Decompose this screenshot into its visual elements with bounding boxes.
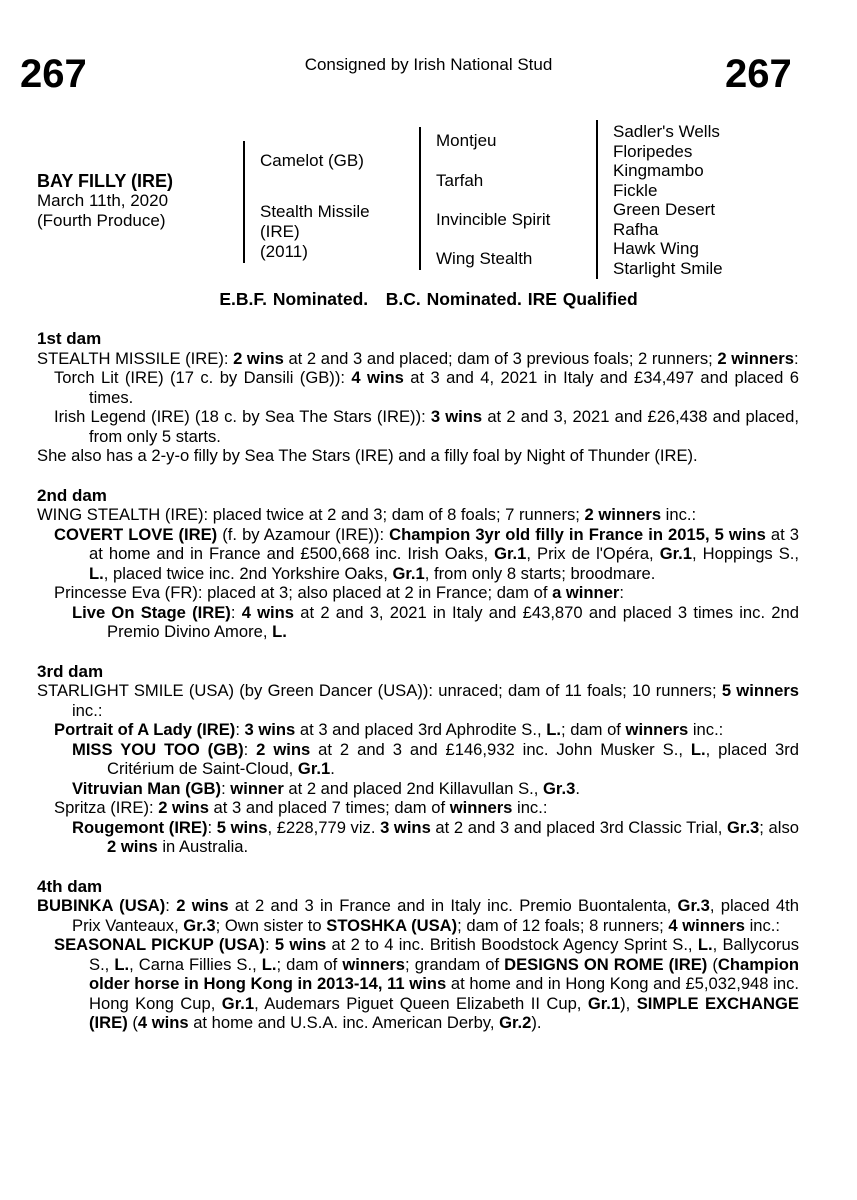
entry-text: : xyxy=(165,896,177,915)
entry-text: : xyxy=(793,348,799,368)
entry-text: ; grandam of xyxy=(405,954,505,974)
section-heading: 3rd dam xyxy=(37,661,104,681)
bold-text: 5 wins xyxy=(216,817,268,837)
bold-text: 2 wins xyxy=(256,739,311,759)
entry-text: Princesse Eva (FR): placed at 3; also placed at 2 in France; dam of xyxy=(54,583,553,602)
great-grandparent-6: Rafha xyxy=(613,219,659,239)
bold-text: Gr.3 xyxy=(727,817,760,837)
bold-text: 2 winners xyxy=(717,348,794,368)
pedigree-divider-3 xyxy=(596,120,598,279)
bold-text: Rougemont (IRE) xyxy=(72,817,208,837)
bold-text: winner xyxy=(230,778,284,798)
entry-text: , Carna Fillies S., xyxy=(129,954,262,974)
entry-text: (f. by Azamour (IRE)): xyxy=(217,524,390,544)
catalogue-body xyxy=(37,329,799,1033)
bold-text: 4 winners xyxy=(668,915,745,935)
entry-text: STARLIGHT SMILE (USA) (by Green Dancer (USA)): unraced; dam of 11 foals; 10 runners; xyxy=(37,681,722,700)
bold-text: MISS YOU TOO (GB) xyxy=(72,739,244,759)
entry-text: , Prix de l'Opéra, xyxy=(526,544,660,563)
horse-title: BAY FILLY (IRE) xyxy=(37,171,174,191)
bold-text: Champion older horse in Hong Kong in 2013-14, 11 wins xyxy=(89,954,799,993)
entry-text: inc.: xyxy=(661,505,697,524)
pedigree-entry xyxy=(37,779,799,799)
entry-text: at 3 and placed 3rd Aphrodite S., xyxy=(295,720,547,739)
entry-text: . xyxy=(330,759,335,778)
entry-text: at 2 and placed 2nd Killavullan S., xyxy=(283,778,544,798)
pedigree-sire: Camelot (GB) xyxy=(260,151,364,170)
pedigree-entry xyxy=(37,349,799,369)
horse-identity xyxy=(37,171,173,231)
pedigree-entry xyxy=(37,525,799,584)
entry-text: : xyxy=(230,602,242,622)
entry-text: , Hoppings S., xyxy=(691,544,800,563)
entry-text: inc.: xyxy=(512,798,548,817)
lot-number-left: 267 xyxy=(20,52,87,96)
pedigree-entry xyxy=(37,720,799,740)
bold-text: Vitruvian Man (GB) xyxy=(72,778,222,798)
entry-text: : xyxy=(207,817,217,837)
section-spacer xyxy=(37,642,799,662)
great-grandparent-7: Hawk Wing xyxy=(613,239,699,258)
dam-year: (2011) xyxy=(260,242,308,261)
bold-text: 3 wins xyxy=(244,720,296,739)
entry-text: : xyxy=(221,778,231,798)
bold-text: 3 wins xyxy=(380,817,431,837)
entry-text: She also has a 2-y-o filly by Sea The Stars (IRE) and a filly foal by Night of Thunder (IRE). xyxy=(37,446,698,465)
foaling-date: March 11th, 2020 xyxy=(37,191,169,210)
entry-text: at 2 to 4 inc. British Boodstock Agency Sprint S., xyxy=(326,935,698,954)
pedigree-entry xyxy=(37,583,799,603)
pedigree-entry xyxy=(37,681,799,720)
grandparent-3: Invincible Spirit xyxy=(436,210,551,229)
entry-text: : xyxy=(264,935,275,954)
pedigree-entry xyxy=(37,603,799,642)
section-spacer xyxy=(37,466,799,486)
pedigree-divider-1 xyxy=(243,141,245,263)
produce-note: (Fourth Produce) xyxy=(37,211,166,230)
entry-text: at 2 and 3, 2021 in Italy and £43,870 and placed 3 times inc. 2nd Premio Divino Amore, xyxy=(107,602,799,641)
entry-text: at 2 and 3 and £146,932 inc. John Musker S., xyxy=(310,739,691,759)
entry-text: Spritza (IRE): xyxy=(54,798,159,817)
pedigree-entry xyxy=(37,818,799,857)
bold-text: Gr.1 xyxy=(587,993,621,1013)
bold-text: 2 wins xyxy=(176,896,229,915)
bold-text: L. xyxy=(89,563,104,583)
entry-text: : xyxy=(243,739,257,759)
pedigree-entry xyxy=(37,798,799,818)
entry-text: ( xyxy=(127,1013,138,1032)
bold-text: L. xyxy=(546,720,561,739)
bold-text: 3 wins xyxy=(430,407,483,426)
bold-text: Gr.1 xyxy=(494,544,527,563)
bold-text: STOSHKA (USA) xyxy=(326,915,458,935)
bold-text: L. xyxy=(690,739,706,759)
entry-text: inc.: xyxy=(72,700,103,720)
entry-text: , £228,779 viz. xyxy=(267,817,381,837)
lot-number-right: 267 xyxy=(725,52,792,96)
entry-text: ; Own sister to xyxy=(215,915,327,935)
bold-text: Gr.2 xyxy=(499,1013,532,1032)
bold-text: Gr.1 xyxy=(297,759,331,778)
grandparent-1: Montjeu xyxy=(436,131,497,150)
bold-text: DESIGNS ON ROME (IRE) xyxy=(504,954,708,974)
pedigree-divider-2 xyxy=(419,127,421,270)
dam-name: Stealth Missile xyxy=(260,202,370,221)
entry-text: at 3 at home and in France and £500,668 inc. Irish Oaks, xyxy=(89,524,800,563)
entry-text: ). xyxy=(531,1013,542,1032)
bold-text: SIMPLE EXCHANGE (IRE) xyxy=(89,993,799,1032)
bold-text: Champion 3yr old filly in France in 2015, 5 wins xyxy=(389,524,766,544)
entry-text: at 3 and placed 7 times; dam of xyxy=(208,798,450,817)
bold-text: Gr.3 xyxy=(677,896,710,915)
entry-text: , placed 4th Prix Vanteaux, xyxy=(72,896,799,935)
entry-text: ), xyxy=(620,993,637,1013)
bold-text: L. xyxy=(272,622,287,641)
pedigree-dam xyxy=(260,202,370,262)
entry-text: in Australia. xyxy=(157,837,249,856)
bold-text: Gr.3 xyxy=(543,778,576,798)
pedigree-entry xyxy=(37,407,799,446)
entry-text: at 2 and 3 and placed; dam of 3 previous foals; 2 runners; xyxy=(283,348,718,368)
section-heading: 2nd dam xyxy=(37,485,107,505)
entry-text: , Ballycorus S., xyxy=(89,935,800,974)
bold-text: 4 wins xyxy=(351,368,404,387)
entry-text: , from only 8 starts; broodmare. xyxy=(424,563,656,583)
bold-text: 2 wins xyxy=(233,348,284,368)
bold-text: 2 wins xyxy=(158,798,209,817)
entry-text: Torch Lit (IRE) (17 c. by Dansili (GB)): xyxy=(54,368,352,387)
bold-text: Gr.3 xyxy=(183,915,216,935)
great-grandparent-2: Floripedes xyxy=(613,141,693,161)
great-grandparent-8: Starlight Smile xyxy=(613,258,723,278)
bold-text: 4 wins xyxy=(241,602,295,622)
pedigree-entry xyxy=(37,368,799,407)
pedigree-entry xyxy=(37,446,799,466)
bold-text: 2 wins xyxy=(107,837,158,856)
entry-text: ( xyxy=(707,954,718,974)
great-grandparent-4: Fickle xyxy=(613,180,658,200)
bold-text: winners xyxy=(449,798,513,817)
nomination-text: E.B.F. Nominated. B.C. Nominated. IRE Qualified xyxy=(219,289,638,309)
bold-text: Live On Stage (IRE) xyxy=(72,602,231,622)
entry-text: at 2 and 3, 2021 and £26,438 and placed, from only 5 starts. xyxy=(89,407,799,446)
bold-text: L. xyxy=(114,954,130,974)
pedigree-entry xyxy=(37,935,799,1033)
bold-text: 5 wins xyxy=(274,935,327,954)
pedigree-entry xyxy=(37,740,799,779)
entry-text: Irish Legend (IRE) (18 c. by Sea The Stars (IRE)): xyxy=(54,407,431,426)
entry-text: : xyxy=(235,720,245,739)
section-heading: 4th dam xyxy=(37,876,103,896)
section-heading: 1st dam xyxy=(37,329,102,348)
consignor-line: Consigned by Irish National Stud xyxy=(304,55,553,74)
bold-text: Portrait of A Lady (IRE) xyxy=(54,720,236,739)
entry-text: at home and U.S.A. inc. American Derby, xyxy=(188,1013,500,1032)
entry-text: at 3 and 4, 2021 in Italy and £34,497 and placed 6 times. xyxy=(89,368,799,407)
bold-text: L. xyxy=(697,935,713,954)
great-grandparent-5: Green Desert xyxy=(613,200,716,219)
great-grandparent-3: Kingmambo xyxy=(613,161,704,180)
bold-text: 4 wins xyxy=(137,1013,189,1032)
bold-text: Gr.1 xyxy=(392,563,425,583)
entry-text: WING STEALTH (IRE): placed twice at 2 and 3; dam of 8 foals; 7 runners; xyxy=(37,505,585,524)
bold-text: winners xyxy=(342,954,406,974)
bold-text: SEASONAL PICKUP (USA) xyxy=(54,935,265,954)
grandparent-2: Tarfah xyxy=(436,171,484,190)
bold-text: Gr.1 xyxy=(221,993,255,1013)
entry-text: ; dam of 12 foals; 8 runners; xyxy=(457,915,669,935)
bold-text: 5 winners xyxy=(721,681,800,700)
grandparent-4: Wing Stealth xyxy=(436,249,533,268)
entry-text: , Audemars Piguet Queen Elizabeth II Cup, xyxy=(254,993,588,1013)
nomination-line xyxy=(0,289,857,310)
entry-text: ; dam of xyxy=(560,720,626,739)
entry-text: , placed 3rd Critérium de Saint-Cloud, xyxy=(107,739,799,778)
bold-text: winners xyxy=(625,720,689,739)
entry-text: inc.: xyxy=(744,915,780,935)
entry-text: STEALTH MISSILE (IRE): xyxy=(37,348,234,368)
entry-text: inc.: xyxy=(688,720,724,739)
great-grandparent-1: Sadler's Wells xyxy=(613,122,720,141)
bold-text: 2 winners xyxy=(584,505,662,524)
bold-text: a winner xyxy=(552,583,620,602)
bold-text: L. xyxy=(261,954,277,974)
section-spacer xyxy=(37,857,799,877)
entry-text: . xyxy=(575,778,580,798)
entry-text: : xyxy=(619,583,625,602)
pedigree-entry xyxy=(37,505,799,525)
bold-text: BUBINKA (USA) xyxy=(37,896,166,915)
entry-text: , placed twice inc. 2nd Yorkshire Oaks, xyxy=(103,563,393,583)
entry-text: ; dam of xyxy=(276,954,343,974)
bold-text: COVERT LOVE (IRE) xyxy=(54,524,218,544)
pedigree-entry xyxy=(37,896,799,935)
great-grandparents xyxy=(613,122,723,278)
bold-text: Gr.1 xyxy=(659,544,692,563)
entry-text: at home and in Hong Kong and £5,032,948 inc. Hong Kong Cup, xyxy=(89,974,799,1013)
entry-text: at 2 and 3 and placed 3rd Classic Trial, xyxy=(430,817,727,837)
dam-country: (IRE) xyxy=(260,222,300,241)
entry-text: ; also xyxy=(759,817,799,837)
entry-text: at 2 and 3 in France and in Italy inc. Premio Buontalenta, xyxy=(228,896,678,915)
